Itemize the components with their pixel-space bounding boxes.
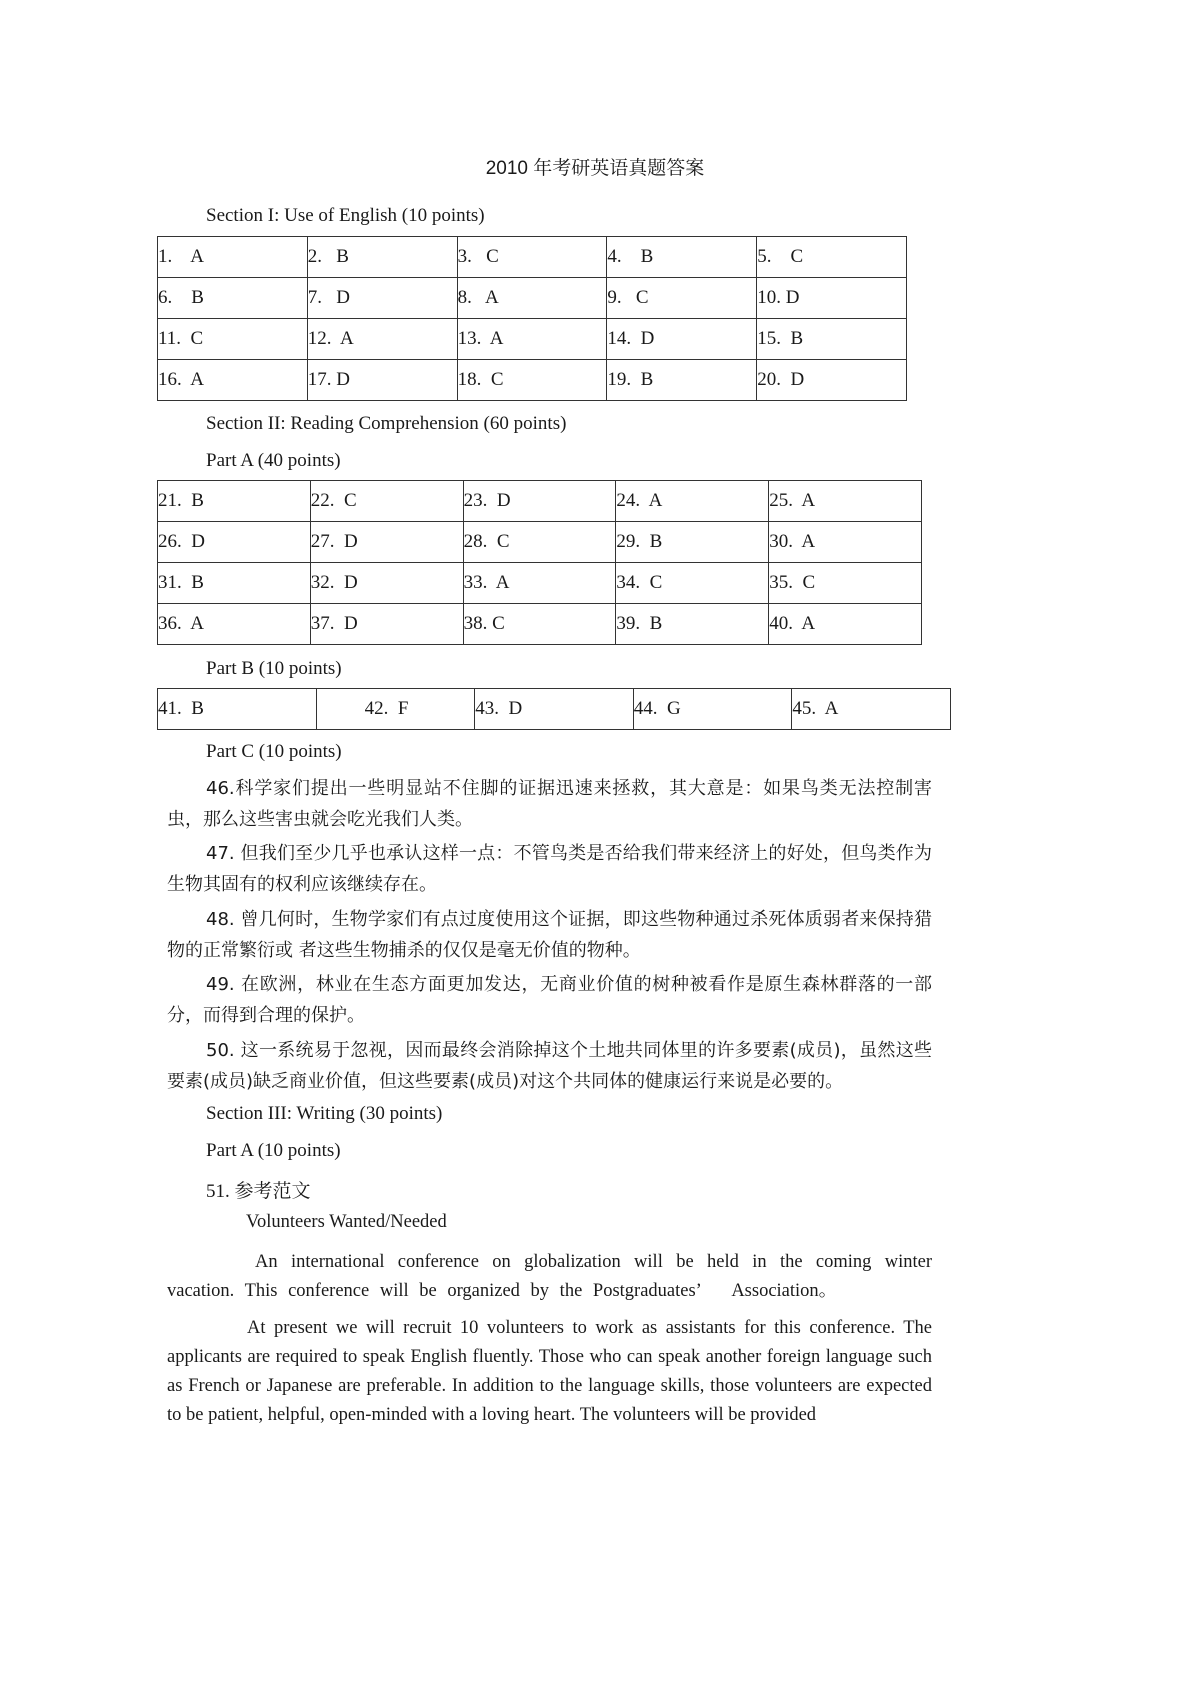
answer-cell: 7. D	[307, 278, 457, 319]
answer-cell: 21. B	[158, 481, 311, 522]
essay-text: An international conference on globalization will be held in the coming winter vacation. This conference will be organized by the Postgraduates’ Association。	[167, 1252, 943, 1301]
answer-cell: 41. B	[158, 689, 317, 730]
answer-cell: 6. B	[158, 278, 308, 319]
translation-item-48	[167, 904, 932, 966]
table-row	[158, 604, 922, 645]
table-row	[158, 237, 907, 278]
table-row	[158, 522, 922, 563]
answer-cell: 34. C	[616, 563, 769, 604]
section2-heading: Section II: Reading Comprehension (60 points)	[206, 413, 567, 434]
translation-text: 47. 但我们至少几乎也承认这样一点：不管鸟类是否给我们带来经济上的好处，但鸟类作为生物其固有的权利应该继续存在。	[167, 843, 932, 895]
section2-partC-heading: Part C (10 points)	[206, 741, 342, 762]
answer-cell: 37. D	[310, 604, 463, 645]
answer-cell: 16. A	[158, 360, 308, 401]
translation-text: 48. 曾几何时，生物学家们有点过度使用这个证据，即这些物种通过杀死体质弱者来保持猎物的正常繁衍或 者这些生物捕杀的仅仅是毫无价值的物种。	[167, 909, 932, 961]
answer-cell: 30. A	[769, 522, 922, 563]
section3-heading: Section III: Writing (30 points)	[206, 1103, 443, 1124]
section2-partB-answer-table	[157, 688, 951, 730]
answer-cell: 25. A	[769, 481, 922, 522]
essay-title: Volunteers Wanted/Needed	[246, 1212, 447, 1232]
answer-cell: 17. D	[307, 360, 457, 401]
table-row	[158, 278, 907, 319]
answer-cell: 5. C	[757, 237, 907, 278]
answer-cell: 4. B	[607, 237, 757, 278]
answer-cell: 22. C	[310, 481, 463, 522]
translation-text: 49. 在欧洲，林业在生态方面更加发达，无商业价值的树种被看作是原生森林群落的一部分，而得到合理的保护。	[167, 974, 932, 1026]
answer-cell: 12. A	[307, 319, 457, 360]
answer-cell: 13. A	[457, 319, 607, 360]
answer-cell: 14. D	[607, 319, 757, 360]
translation-item-47	[167, 838, 932, 900]
table-row	[158, 360, 907, 401]
answer-cell: 11. C	[158, 319, 308, 360]
table-row	[158, 319, 907, 360]
answer-cell: 2. B	[307, 237, 457, 278]
table-row	[158, 689, 951, 730]
section2-partA-answer-table	[157, 480, 922, 645]
answer-cell: 33. A	[463, 563, 616, 604]
essay-text: At present we will recruit 10 volunteers to work as assistants for this conference. The applicants are required to speak English fluently. Those who can speak another foreign language such as French or Japanese are preferable. In addition to the language skills, those volunteers are expected to be patient, helpful, open-minded with a loving heart. The volunteers will be provided	[167, 1318, 932, 1425]
answer-cell: 15. B	[757, 319, 907, 360]
translation-item-49	[167, 969, 932, 1031]
answer-cell: 28. C	[463, 522, 616, 563]
translation-text: 46.科学家们提出一些明显站不住脚的证据迅速来拯救，其大意是：如果鸟类无法控制害虫，那么这些害虫就会吃光我们人类。	[167, 778, 932, 830]
essay-paragraph-2	[167, 1314, 932, 1430]
section1-answer-table	[157, 236, 907, 401]
answer-cell: 29. B	[616, 522, 769, 563]
translation-text: 50. 这一系统易于忽视，因而最终会消除掉这个土地共同体里的许多要素(成员)，虽然这些要素(成员)缺乏商业价值，但这些要素(成员)对这个共同体的健康运行来说是必要的。	[167, 1040, 932, 1092]
answer-cell: 40. A	[769, 604, 922, 645]
answer-cell: 45. A	[792, 689, 951, 730]
answer-cell: 35. C	[769, 563, 922, 604]
answer-cell: 27. D	[310, 522, 463, 563]
answer-cell: 23. D	[463, 481, 616, 522]
answer-cell: 44. G	[633, 689, 792, 730]
document-title: 2010 年考研英语真题答案	[485, 158, 705, 179]
translation-item-50	[167, 1035, 932, 1097]
answer-cell: 10. D	[757, 278, 907, 319]
translation-item-46	[167, 773, 932, 835]
answer-cell: 36. A	[158, 604, 311, 645]
essay-paragraph-1	[167, 1248, 943, 1306]
answer-cell: 20. D	[757, 360, 907, 401]
answer-cell: 3. C	[457, 237, 607, 278]
answer-cell: 26. D	[158, 522, 311, 563]
answer-cell: 24. A	[616, 481, 769, 522]
answer-cell: 32. D	[310, 563, 463, 604]
answer-cell: 39. B	[616, 604, 769, 645]
section3-partA-heading: Part A (10 points)	[206, 1140, 341, 1161]
answer-cell: 31. B	[158, 563, 311, 604]
answer-cell: 9. C	[607, 278, 757, 319]
section1-heading: Section I: Use of English (10 points)	[206, 205, 485, 226]
answer-cell: 1. A	[158, 237, 308, 278]
answer-cell: 42. F	[316, 689, 475, 730]
answer-cell: 19. B	[607, 360, 757, 401]
table-row	[158, 481, 922, 522]
table-row	[158, 563, 922, 604]
answer-cell: 43. D	[475, 689, 634, 730]
writing-item-label: 51. 参考范文	[206, 1181, 311, 1202]
answer-cell: 8. A	[457, 278, 607, 319]
section2-partB-heading: Part B (10 points)	[206, 658, 342, 679]
section2-partA-heading: Part A (40 points)	[206, 450, 341, 471]
answer-cell: 38. C	[463, 604, 616, 645]
answer-cell: 18. C	[457, 360, 607, 401]
